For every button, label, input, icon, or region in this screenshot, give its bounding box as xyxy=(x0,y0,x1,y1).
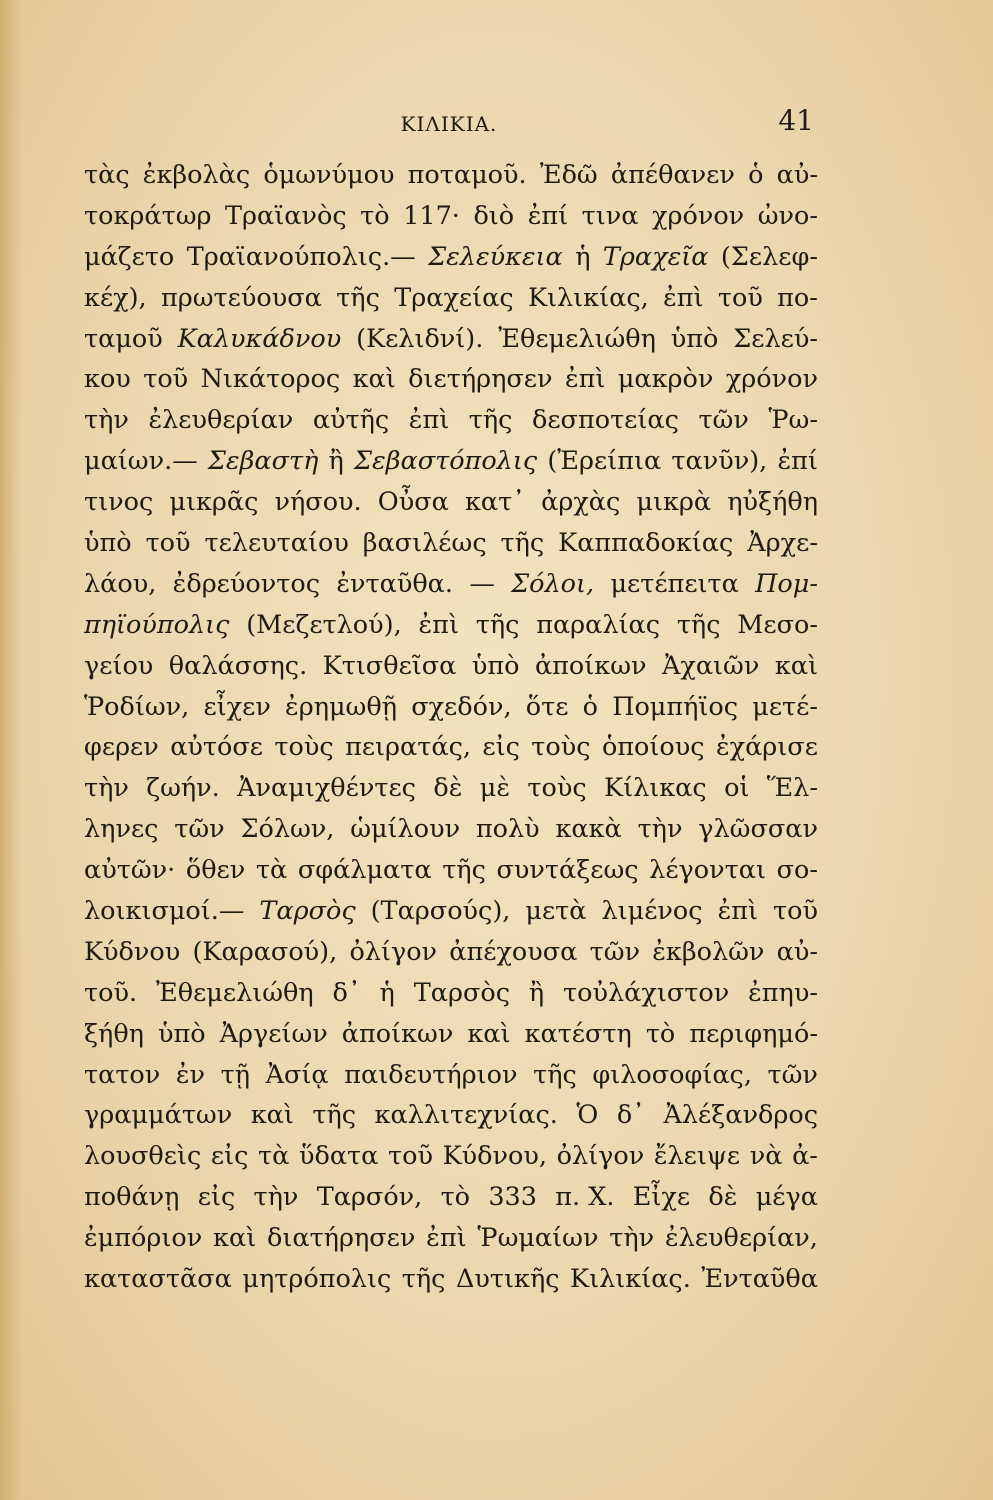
word: ἐλευθερίαν xyxy=(148,405,294,436)
word: νήσου. xyxy=(274,487,362,518)
word: Ἐθεμελιώθη xyxy=(498,323,656,354)
text-line xyxy=(84,809,818,850)
word: αὐτόσε xyxy=(170,732,263,763)
word: ὀλίγον xyxy=(349,936,438,967)
word: κου xyxy=(84,364,131,395)
word: ὁ xyxy=(748,160,764,190)
word: Ταρσὸς xyxy=(413,977,510,1008)
word: ὑπὸ xyxy=(84,528,132,559)
word: ὀλίγον xyxy=(556,1141,645,1172)
word: (Κελιδνί). xyxy=(356,323,484,354)
italic-place-name: Σόλοι, xyxy=(511,568,595,599)
word: ἢ xyxy=(328,446,344,477)
word: δ᾽ xyxy=(616,1100,645,1131)
word: ἐπὶ xyxy=(408,405,450,436)
word: Ἕλ- xyxy=(766,773,818,804)
word: παιδευτήριον xyxy=(344,1059,518,1090)
word: γείου xyxy=(84,650,154,681)
word: γραμμάτων xyxy=(84,1100,233,1131)
word: κατ᾽ xyxy=(464,487,525,518)
italic-place-name: Πομ- xyxy=(755,568,818,599)
word: ἐπὶ xyxy=(663,282,704,313)
word: ὁμωνύμου xyxy=(263,160,395,190)
word: τὴν xyxy=(253,1182,299,1213)
word: τινα xyxy=(581,200,639,231)
word: ἐνταῦθα. xyxy=(336,568,454,599)
word: τοὐλάχιστον xyxy=(563,977,730,1008)
word: ἐδρεύοντος xyxy=(172,568,320,599)
italic-place-name: Σεβαστὴ xyxy=(207,446,319,477)
word: γλῶσσαν xyxy=(698,814,818,845)
word: ὑπὸ xyxy=(471,650,520,681)
word: (Ἐρείπια xyxy=(547,446,662,477)
word: ἔλειψε xyxy=(653,1141,741,1172)
word: ἢ xyxy=(528,977,545,1008)
word: Κιλικίας, xyxy=(527,282,649,313)
word: κατέστη xyxy=(524,1018,632,1049)
text-line xyxy=(84,564,818,605)
word: καταστᾶσα xyxy=(84,1264,232,1295)
word: Ἀρχε- xyxy=(747,528,818,559)
word: (Μεζετλού), xyxy=(246,609,402,640)
word: λοικισμοί.— xyxy=(84,896,245,927)
word: ἀ- xyxy=(792,1141,818,1172)
italic-place-name: Ταρσὸς xyxy=(259,896,356,927)
word: Τραχείας xyxy=(394,282,514,313)
text-line xyxy=(84,441,818,482)
word: λιμένος xyxy=(601,896,703,927)
word: δὲ xyxy=(433,773,463,804)
word: περιφημό- xyxy=(689,1018,818,1049)
word: καὶ xyxy=(774,650,818,681)
word: δεσποτείας xyxy=(531,405,679,436)
word: ἐπὶ xyxy=(717,896,759,927)
word: μὲ xyxy=(479,773,511,804)
text-line xyxy=(84,605,818,646)
word: καὶ xyxy=(213,1223,257,1254)
word: Κύδνου, xyxy=(442,1141,547,1172)
word: εἰς xyxy=(210,1141,249,1172)
word: Σελεύ- xyxy=(733,323,818,354)
text-line xyxy=(84,278,818,319)
word: συντάξεως xyxy=(496,855,639,886)
word: (Σελεφ- xyxy=(720,241,818,272)
word: μετέ- xyxy=(752,691,818,722)
word: Κτισθεῖσα xyxy=(322,650,457,681)
word: Ταρσόν, xyxy=(316,1182,423,1213)
italic-place-name: Σεβαστόπολις xyxy=(354,446,538,477)
word: ταμοῦ xyxy=(84,323,163,354)
word: Ἀχαιῶν xyxy=(661,650,760,681)
text-line xyxy=(84,400,818,441)
word: τοῦ. xyxy=(84,977,138,1008)
word: τανῦν), xyxy=(671,446,768,477)
word: τῶν xyxy=(767,1059,818,1090)
word: τὸ xyxy=(440,1182,471,1213)
word: Ἐδῶ xyxy=(539,160,598,190)
word: τινος xyxy=(84,487,154,518)
text-line xyxy=(84,727,818,768)
word: αὐτῆς xyxy=(312,405,390,436)
word: θαλάσσης. xyxy=(168,650,308,681)
word: αὐ- xyxy=(776,160,818,190)
word: μετὰ xyxy=(525,896,587,927)
word: Δυτικῆς xyxy=(455,1264,560,1295)
word: σο- xyxy=(776,855,818,886)
word: αὐ- xyxy=(776,936,818,967)
word: μέγα xyxy=(755,1182,818,1213)
word: κακὰ xyxy=(555,814,622,845)
word: ὅθεν xyxy=(185,855,246,886)
text-line xyxy=(84,1136,818,1177)
word: Ἀργείων xyxy=(219,1018,328,1049)
word: τῆς xyxy=(336,282,380,313)
word: εἶχεν xyxy=(203,691,271,722)
word: φερεν xyxy=(84,732,159,763)
word: καὶ xyxy=(352,364,396,395)
word: τὰ xyxy=(258,1141,290,1172)
running-head: ΚΙΛΙΚΙΑ. xyxy=(400,112,498,136)
word: χρόνον xyxy=(725,364,818,395)
word: διατήρησεν xyxy=(267,1223,416,1254)
italic-place-name: Τραχεῖα xyxy=(602,241,709,272)
word: Κιλικίας. xyxy=(570,1264,691,1295)
word: τοῦ xyxy=(388,1141,433,1172)
word: 333 xyxy=(488,1182,537,1213)
word: Ῥω- xyxy=(768,405,818,436)
word: ἐχάρισε xyxy=(715,732,818,763)
word: Ῥοδίων, xyxy=(84,691,190,722)
text-line xyxy=(84,359,818,400)
word: ἐπηυ- xyxy=(748,977,818,1008)
word: ζωήν. xyxy=(146,773,220,804)
word: Πομπήϊος xyxy=(612,691,739,722)
word: ὠνο- xyxy=(757,200,818,231)
word: διετήρησεν xyxy=(408,364,553,395)
word: Κύδνου xyxy=(84,936,181,967)
word: ἀποίκων xyxy=(341,1018,454,1049)
word: ηὐξήθη xyxy=(727,487,818,518)
word: ἡ xyxy=(575,241,591,272)
word: ἀρχὰς xyxy=(541,487,621,518)
word: Ἐνταῦθα xyxy=(701,1264,818,1295)
word: ἐκβολὰς xyxy=(142,160,251,190)
word: Τραϊανὸς xyxy=(225,200,347,231)
page-header xyxy=(84,104,814,144)
word: Ἐθεμελιώθη xyxy=(155,977,314,1008)
text-line xyxy=(84,237,818,278)
word: καλλιτεχνίας. xyxy=(374,1100,558,1131)
word: δ᾽ xyxy=(332,977,361,1008)
word: 117· xyxy=(403,200,460,231)
text-line xyxy=(84,1177,818,1218)
word: ὡμίλουν xyxy=(350,814,461,845)
italic-place-name: πηϊούπολις xyxy=(84,609,230,640)
text-line xyxy=(84,1095,818,1136)
word: Κίλικας xyxy=(604,773,707,804)
word: τοῦ xyxy=(143,364,189,395)
word: μικρὰ xyxy=(636,487,712,518)
word: ἡ xyxy=(379,977,395,1008)
word: τὰ xyxy=(255,855,288,886)
word: ἐπί xyxy=(777,446,818,477)
word: τῶν xyxy=(174,814,225,845)
word: τοὺς xyxy=(274,732,334,763)
word: Μεσο- xyxy=(737,609,818,640)
word: ἐν xyxy=(175,1059,206,1090)
word: Καππαδοκίας xyxy=(558,528,734,559)
word: τῶν xyxy=(589,936,641,967)
word: αὐτῶν· xyxy=(84,855,176,886)
word: τῇ xyxy=(220,1059,251,1090)
text-line xyxy=(84,1055,818,1096)
word: τῶν xyxy=(698,405,749,436)
word: σχεδόν, xyxy=(411,691,512,722)
word: τελευταίου xyxy=(204,528,349,559)
word: τοῦ xyxy=(145,528,191,559)
text-line xyxy=(84,196,818,237)
word: τῆς xyxy=(442,855,486,886)
word: μάζετο xyxy=(84,241,175,272)
word: — xyxy=(469,568,495,599)
word: βασιλέως xyxy=(362,528,487,559)
word: λάου, xyxy=(84,568,157,599)
word: ὅτε xyxy=(525,691,569,722)
word: ἀποίκων xyxy=(534,650,647,681)
word: τῆς xyxy=(401,1264,446,1295)
word: τοῦ xyxy=(717,282,763,313)
word: ἐρημωθῇ xyxy=(285,691,397,722)
word: μικρᾶς xyxy=(169,487,259,518)
body-text xyxy=(84,155,818,1300)
word: τὸ xyxy=(360,200,390,231)
text-line xyxy=(84,850,818,891)
word: (Ταρσούς), xyxy=(370,896,511,927)
word: φιλοσοφίας, xyxy=(592,1059,752,1090)
word: λέγονται xyxy=(649,855,766,886)
word: τῆς xyxy=(475,609,520,640)
word: δὲ xyxy=(708,1182,738,1213)
word: τὸ xyxy=(645,1018,676,1049)
text-line xyxy=(84,973,818,1014)
word: ποθάνῃ xyxy=(84,1182,180,1213)
text-line xyxy=(84,155,818,196)
word: πρωτεύουσα xyxy=(161,282,322,313)
word: μαίων.— xyxy=(84,446,198,477)
text-line xyxy=(84,932,818,973)
word: λουσθεὶς xyxy=(84,1141,202,1172)
word: πο- xyxy=(777,282,818,313)
word: πειρατάς, xyxy=(345,732,471,763)
word: εἰς xyxy=(197,1182,236,1213)
word: Ἀναμιχθέντες xyxy=(237,773,416,804)
word: καὶ xyxy=(467,1018,511,1049)
word: ληνες xyxy=(84,814,159,845)
word: τατον xyxy=(84,1059,161,1090)
text-line xyxy=(84,1014,818,1055)
word: (Καρασού), xyxy=(192,936,338,967)
word: τὴν xyxy=(84,773,129,804)
word: παραλίας xyxy=(536,609,661,640)
word: ἀπέχουσα xyxy=(449,936,578,967)
word: ξήθη xyxy=(84,1018,144,1049)
word: σφάλματα xyxy=(297,855,432,886)
word: Ὁ xyxy=(576,1100,599,1131)
word: τῆς xyxy=(312,1100,357,1131)
word: τὴν xyxy=(84,405,129,436)
word: οἱ xyxy=(724,773,750,804)
word: τῆς xyxy=(676,609,721,640)
word: ἐπὶ xyxy=(426,1223,467,1254)
word: τοὺς xyxy=(531,732,591,763)
word: τῆς xyxy=(500,528,545,559)
word: κέχ), xyxy=(84,282,147,313)
word: Σόλων, xyxy=(240,814,335,845)
text-line xyxy=(84,646,818,687)
page-number: 41 xyxy=(778,104,814,137)
text-line xyxy=(84,687,818,728)
word: τῆς xyxy=(468,405,513,436)
word: ὑπὸ xyxy=(670,323,719,354)
word: ἐπὶ xyxy=(564,364,606,395)
word: μετέπειτα xyxy=(610,568,739,599)
word: ὁ xyxy=(582,691,599,722)
word: ἐκβολῶν xyxy=(652,936,765,967)
word: χρόνον xyxy=(652,200,745,231)
word: Νικάτορος xyxy=(200,364,341,395)
word: Εἶχε xyxy=(632,1182,691,1213)
word: τὴν xyxy=(637,814,683,845)
word: Ἀλέξανδρος xyxy=(663,1100,818,1131)
word: εἰς xyxy=(482,732,520,763)
word: τὰς xyxy=(84,160,130,190)
word: νὰ xyxy=(749,1141,783,1172)
word: ἐλευθερίαν, xyxy=(664,1223,818,1254)
word: ὑπὸ xyxy=(157,1018,206,1049)
word: Οὖσα xyxy=(377,487,449,518)
italic-place-name: Σελεύκεια xyxy=(428,241,563,272)
word: π. Χ. xyxy=(555,1182,615,1213)
word: τῆς xyxy=(533,1059,577,1090)
word: τοκράτωρ xyxy=(84,200,212,231)
word: τοῦ xyxy=(773,896,818,927)
text-line xyxy=(84,482,818,523)
word: τὴν xyxy=(609,1223,655,1254)
text-line xyxy=(84,768,818,809)
text-line xyxy=(84,319,818,360)
word: ὁποίους xyxy=(601,732,705,763)
word: μητρόπολις xyxy=(242,1264,392,1295)
text-line xyxy=(84,523,818,564)
word: Ἀσίᾳ xyxy=(265,1059,329,1090)
word: πολὺ xyxy=(475,814,540,845)
word: καὶ xyxy=(250,1100,294,1131)
word: ποταμοῦ. xyxy=(407,160,527,190)
word: ἀπέθανεν xyxy=(610,160,735,190)
word: ἐπὶ xyxy=(418,609,459,640)
word: τοὺς xyxy=(527,773,587,804)
word: Ῥωμαίων xyxy=(477,1223,599,1254)
word: Τραϊανούπολις.— xyxy=(186,241,416,272)
word: ἐμπόριον xyxy=(84,1223,203,1254)
text-line xyxy=(84,1259,818,1300)
word: μακρὸν xyxy=(617,364,714,395)
italic-place-name: Καλυκάδνου xyxy=(177,323,342,354)
text-line xyxy=(84,891,818,932)
word: ὕδατα xyxy=(298,1141,379,1172)
text-line xyxy=(84,1218,818,1259)
word: διὸ xyxy=(473,200,515,231)
word: ἐπί xyxy=(527,200,569,231)
